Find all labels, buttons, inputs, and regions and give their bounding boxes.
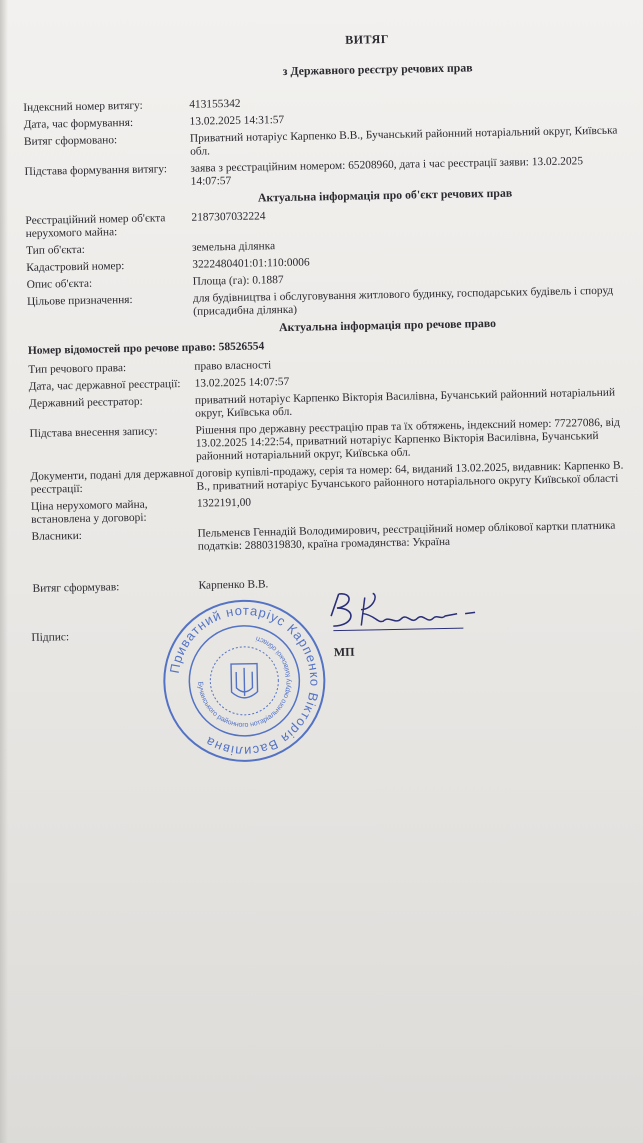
formed-by-value: Карпенко В.В.: [198, 578, 269, 592]
field-label: Цільове призначення:: [26, 293, 133, 308]
right-fields: [28, 352, 632, 556]
field-row: [29, 416, 630, 467]
field-value: заява з реєстраційним номером: 65208960, дата і час реєстрації заяви: 13.02.2025 14:07:57: [190, 155, 584, 188]
field-label: Підстава формування витягу:: [24, 163, 168, 178]
field-value: 13.02.2025 14:31:57: [189, 113, 285, 128]
field-value: Площа (га): 0.1887: [192, 274, 284, 288]
trident-emblem-icon: [231, 664, 258, 698]
extract-document: [22, 28, 636, 769]
field-value: земельна ділянка: [191, 240, 276, 254]
stamp-outer-text: Приватний нотаріус Карпенко Вікторія Василівна: [166, 602, 323, 759]
notary-stamp: [158, 594, 331, 767]
header-fields: [23, 90, 625, 192]
object-fields: [25, 203, 627, 321]
right-number: Номер відомостей про речове право: 58526554: [27, 340, 265, 357]
field-label: Тип об'єкта:: [25, 243, 86, 257]
document-subtitle: з Державного реєстру речових прав: [282, 60, 473, 78]
field-label: Тип речового права:: [28, 362, 127, 376]
field-label: Підстава внесення запису:: [29, 425, 158, 440]
signature-label: Підпис:: [31, 631, 70, 644]
page-edge-shadow: [0, 0, 8, 1143]
field-label: Кадастровий номер:: [26, 260, 125, 274]
field-label: Документи, подані для державної реєстрації:: [30, 467, 194, 496]
field-value: договір купівлі-продажу, серія та номер: 64, виданий 13.02.2025, видавник: Карпенко В. В., приватний нотаріус Бучанського районного нотаріального округу Київської області: [196, 459, 624, 493]
section-object-title: Актуальна інформація про об'єкт речових прав: [257, 185, 513, 205]
field-label: Витяг сформовано:: [23, 134, 118, 148]
field-value: Приватний нотаріус Карпенко В.В., Бучанський районний нотаріальний округ, Київська обл.: [189, 124, 618, 158]
stamp-inner-text: Бучанського районного нотаріального округу Київської області: [196, 634, 293, 729]
field-value: 2187307032224: [191, 210, 266, 224]
mp-label: МП: [333, 644, 355, 660]
field-label: Дата, час формування:: [23, 116, 134, 131]
section-right-title: Актуальна інформація про речове право: [278, 315, 497, 335]
signature-area: [33, 588, 636, 769]
field-value: 413155342: [189, 97, 241, 111]
field-value: Пельменєв Геннадій Володимирович, реєстраційний номер облікової картки платника податків: 2880319830, країна громадянства: Україна: [197, 519, 616, 553]
formed-by-label: Витяг сформував:: [32, 581, 120, 595]
field-label: Реєстраційний номер об'єкта нерухомого майна:: [25, 212, 166, 240]
field-value: для будівництва і обслуговування житлового будинку, господарських будівель і споруд (присадибна ділянка): [192, 284, 614, 318]
field-label: Ціна нерухомого майна, встановлена у договорі:: [30, 498, 148, 526]
field-label: Індексний номер витягу:: [23, 99, 143, 114]
field-value: приватний нотаріус Карпенко Вікторія Василівна, Бучанський районний нотаріальний округ, Київська обл.: [194, 386, 616, 420]
field-value: 3222480401:01:110:0006: [192, 256, 310, 271]
field-value: 13.02.2025 14:07:57: [194, 375, 290, 390]
field-label: Державний реєстратор:: [28, 395, 143, 410]
document-title: ВИТЯГ: [345, 31, 390, 47]
field-value: 1322191,00: [196, 496, 252, 510]
field-label: Дата, час державної реєстрації:: [28, 378, 181, 393]
field-label: Опис об'єкта:: [26, 277, 93, 291]
field-label: Власники:: [31, 529, 83, 543]
field-value: право власності: [194, 359, 272, 373]
field-value: Рішення про державну реєстрацію прав та їх обтяжень, індексний номер: 77227086, від 13.02.2025 14:22:54, приватний нотаріус Карпенко Вікторія Василівна, Бучанський районний нотаріальний округ, Київська обл.: [195, 416, 621, 463]
